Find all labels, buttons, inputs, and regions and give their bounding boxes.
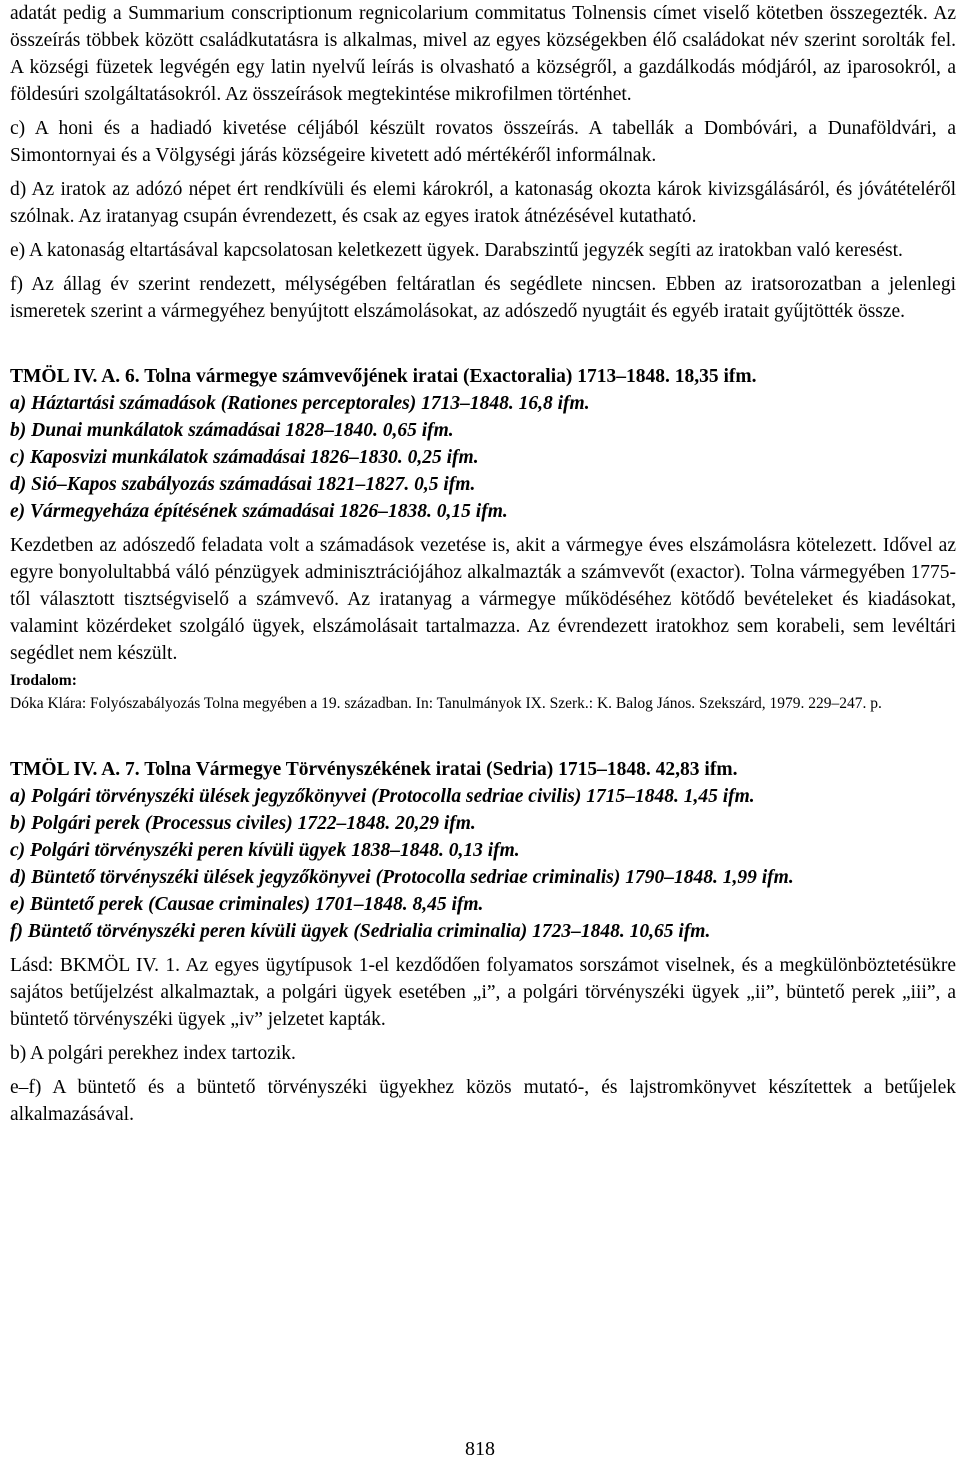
section-7-item-a: a) Polgári törvényszéki ülések jegyzőkönyvei (Protocolla sedriae civilis) 1715–1848. 1,45 ifm.	[10, 786, 755, 807]
section-7-paragraph-3: e–f) A büntető és a büntető törvényszéki ügyekhez közös mutató-, és lajstromkönyvet készítettek a betűjelek alkalmazásával.	[10, 1077, 956, 1125]
section-6-heading: TMÖL IV. A. 6. Tolna vármegye számvevőjének iratai (Exactoralia) 1713–1848. 18,35 ifm.	[10, 366, 757, 387]
section-6-body: Kezdetben az adószedő feladata volt a számadások vezetése is, akit a vármegye éves elszámolásra kötelezett. Idővel az egyre bonyolultabbá váló pénzügyek adminisztrációjához alkalmazták a számvevőt (exactor). Tolna vármegyében 1775-től választott tisztségviselő a számvevő. Az iratanyag a vármegye működéséhez kötődő bevételeket és kiadásokat, valamint közérdeket szolgáló ügyek, elszámolásait tartalmazza. Az évrendezett iratokhoz sem korabeli, sem levéltári segédlet nem készült.	[10, 535, 956, 664]
section-7-paragraph-1: Lásd: BKMÖL IV. 1. Az egyes ügytípusok 1-el kezdődően folyamatos sorszámot viselnek, és a megkülönböztetésükre sajátos betűjelzést alkalmaztak, a polgári ügyek esetében „i”, a polgári törvényszéki ügyek „ii”, büntető perek „iii”, a büntető törvényszéki ügyek „iv” jelzetet kapták.	[10, 955, 956, 1030]
section-6-item-c: c) Kaposvizi munkálatok számadásai 1826–1830. 0,25 ifm.	[10, 447, 479, 468]
section-6-item-a: a) Háztartási számadások (Rationes perceptorales) 1713–1848. 16,8 ifm.	[10, 393, 590, 414]
paragraph-c: c) A honi és a hadiadó kivetése céljából készült rovatos összeírás. A tabellák a Dombóvári, a Dunaföldvári, a Simontornyai és a Völgységi járás községeire kivetett adó mértékéről informálnak.	[10, 118, 956, 166]
page-number: 818	[465, 1438, 495, 1460]
paragraph-e: e) A katonaság eltartásával kapcsolatosan keletkezett ügyek. Darabszintű jegyzék segíti az iratokban való keresést.	[10, 240, 903, 261]
literature-reference: Dóka Klára: Folyószabályozás Tolna megyében a 19. században. In: Tanulmányok IX. Szerk.: K. Balog János. Szekszárd, 1979. 229–247. p.	[10, 695, 882, 712]
section-7-item-b: b) Polgári perek (Processus civiles) 1722–1848. 20,29 ifm.	[10, 813, 476, 834]
literature-label: Irodalom:	[10, 672, 77, 689]
section-6-item-b: b) Dunai munkálatok számadásai 1828–1840. 0,65 ifm.	[10, 420, 454, 441]
section-7-item-d: d) Büntető törvényszéki ülések jegyzőkönyvei (Protocolla sedriae criminalis) 1790–1848. 1,99 ifm.	[10, 867, 794, 888]
section-7-paragraph-2: b) A polgári perekhez index tartozik.	[10, 1043, 296, 1064]
section-6	[10, 363, 956, 716]
paragraph-f: f) Az állag év szerint rendezett, mélységében feltáratlan és segédlete nincsen. Ebben az iratsorozatban a jelenlegi ismeretek szerint a vármegyéhez benyújtott elszámolásokat, az adószedő nyugtáit és egyéb iratait gyűjtötték össze.	[10, 274, 956, 322]
document-page	[10, 0, 956, 1135]
paragraph-d: d) Az iratok az adózó népet ért rendkívüli és elemi károkról, a katonaság okozta károk kivizsgálásáról, és jóvátételéről szólnak. Az iratanyag csupán évrendezett, és csak az egyes iratok átnézésével kutatható.	[10, 179, 956, 227]
section-7-item-e: e) Büntető perek (Causae criminales) 1701–1848. 8,45 ifm.	[10, 894, 484, 915]
section-7-heading: TMÖL IV. A. 7. Tolna Vármegye Törvényszékének iratai (Sedria) 1715–1848. 42,83 ifm.	[10, 759, 738, 780]
section-7-item-f: f) Büntető törvényszéki peren kívüli ügyek (Sedrialia criminalia) 1723–1848. 10,65 ifm.	[10, 921, 711, 942]
section-7-item-c: c) Polgári törvényszéki peren kívüli ügyek 1838–1848. 0,13 ifm.	[10, 840, 520, 861]
section-6-item-e: e) Vármegyeháza építésének számadásai 1826–1838. 0,15 ifm.	[10, 501, 508, 522]
section-7	[10, 756, 956, 1128]
intro-paragraph: adatát pedig a Summarium conscriptionum regnicolarium commitatus Tolnensis címet viselő kötetben összegezték. Az összeírás többek között családkutatásra is alkalmas, mivel az egyes községekben élő családokat név szerint sorolták fel. A községi füzetek legvégén egy latin nyelvű leírás is olvasható a községről, a gazdálkodás módjáról, az iparosokról, a földesúri szolgáltatásokról. Az összeírások megtekintése mikrofilmen történhet.	[10, 3, 956, 105]
section-6-item-d: d) Sió–Kapos szabályozás számadásai 1821–1827. 0,5 ifm.	[10, 474, 476, 495]
